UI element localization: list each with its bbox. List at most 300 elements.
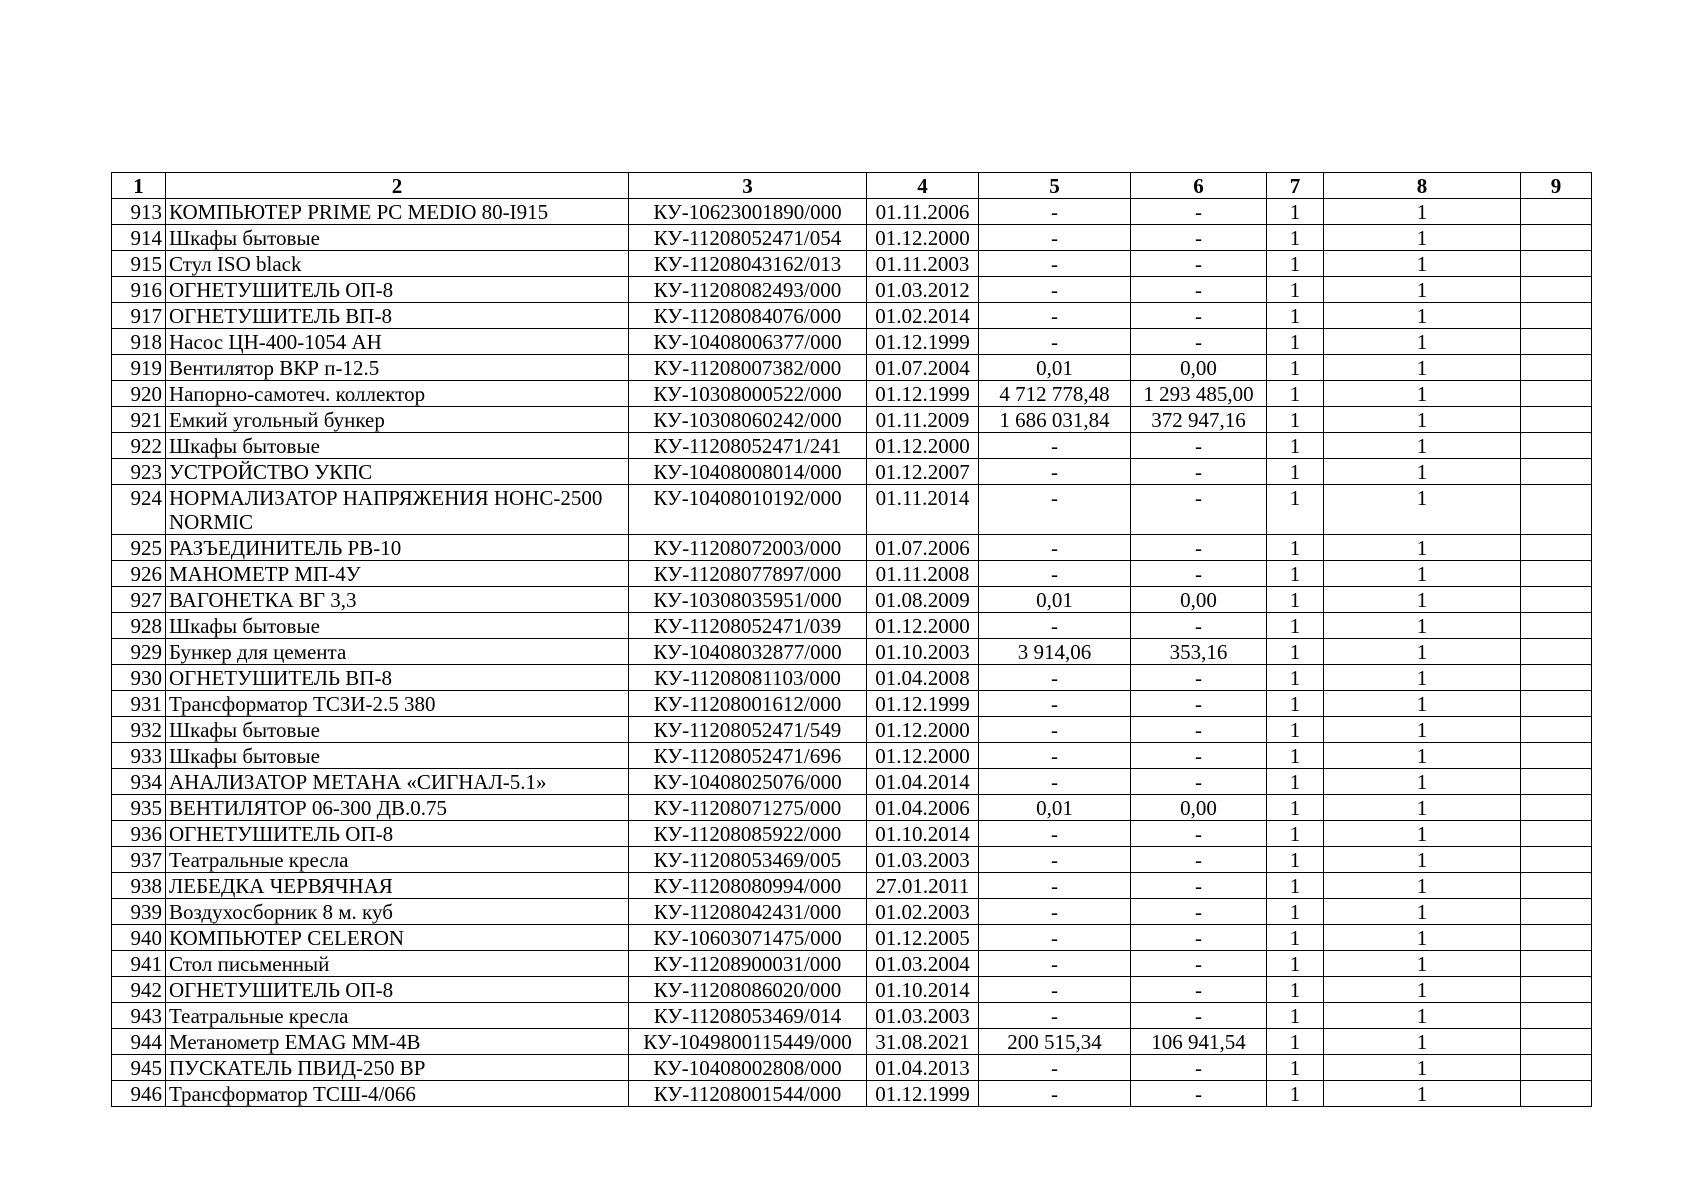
quantity-col7-cell: 1 <box>1267 225 1324 251</box>
quantity-col8-cell: 1 <box>1324 873 1521 899</box>
col9-cell <box>1521 821 1592 847</box>
quantity-col8-cell: 1 <box>1324 743 1521 769</box>
date-cell: 01.04.2008 <box>867 665 979 691</box>
item-name-cell: КОМПЬЮТЕР CELERON <box>166 925 629 951</box>
value-col5-cell: - <box>979 951 1131 977</box>
col9-cell <box>1521 277 1592 303</box>
col9-cell <box>1521 873 1592 899</box>
value-col6-cell: - <box>1131 329 1267 355</box>
value-col5-cell: - <box>979 1055 1131 1081</box>
value-col6-cell: - <box>1131 925 1267 951</box>
col9-cell <box>1521 535 1592 561</box>
item-name-cell: КОМПЬЮТЕР PRIME PC MEDIO 80-I915 <box>166 199 629 225</box>
quantity-col8-cell: 1 <box>1324 199 1521 225</box>
item-name-cell: АНАЛИЗАТОР МЕТАНА «СИГНАЛ-5.1» <box>166 769 629 795</box>
col9-cell <box>1521 251 1592 277</box>
quantity-col7-cell: 1 <box>1267 899 1324 925</box>
inventory-number-cell: КУ-11208081103/000 <box>629 665 867 691</box>
row-number-cell: 931 <box>112 691 166 717</box>
item-name-cell: ОГНЕТУШИТЕЛЬ ОП-8 <box>166 977 629 1003</box>
row-number-cell: 932 <box>112 717 166 743</box>
item-name-cell: ОГНЕТУШИТЕЛЬ ВП-8 <box>166 303 629 329</box>
value-col6-cell: - <box>1131 199 1267 225</box>
col9-cell <box>1521 1029 1592 1055</box>
quantity-col7-cell: 1 <box>1267 251 1324 277</box>
date-cell: 01.12.1999 <box>867 381 979 407</box>
inventory-number-cell: КУ-11208007382/000 <box>629 355 867 381</box>
col9-cell <box>1521 743 1592 769</box>
col9-cell <box>1521 381 1592 407</box>
table-row <box>112 459 1592 485</box>
inventory-number-cell: КУ-10623001890/000 <box>629 199 867 225</box>
column-header-5: 5 <box>979 173 1131 199</box>
value-col5-cell: 1 686 031,84 <box>979 407 1131 433</box>
value-col5-cell: - <box>979 485 1131 535</box>
col9-cell <box>1521 951 1592 977</box>
value-col6-cell: - <box>1131 433 1267 459</box>
quantity-col8-cell: 1 <box>1324 1081 1521 1107</box>
quantity-col7-cell: 1 <box>1267 639 1324 665</box>
quantity-col7-cell: 1 <box>1267 847 1324 873</box>
quantity-col8-cell: 1 <box>1324 587 1521 613</box>
row-number-cell: 942 <box>112 977 166 1003</box>
column-header-3: 3 <box>629 173 867 199</box>
date-cell: 01.12.2000 <box>867 717 979 743</box>
value-col6-cell: - <box>1131 821 1267 847</box>
col9-cell <box>1521 613 1592 639</box>
row-number-cell: 913 <box>112 199 166 225</box>
date-cell: 01.12.1999 <box>867 1081 979 1107</box>
inventory-number-cell: КУ-11208084076/000 <box>629 303 867 329</box>
date-cell: 01.03.2004 <box>867 951 979 977</box>
quantity-col8-cell: 1 <box>1324 639 1521 665</box>
col9-cell <box>1521 587 1592 613</box>
value-col6-cell: - <box>1131 251 1267 277</box>
value-col5-cell: - <box>979 847 1131 873</box>
table-row <box>112 303 1592 329</box>
value-col5-cell: - <box>979 613 1131 639</box>
date-cell: 01.11.2008 <box>867 561 979 587</box>
column-header-1: 1 <box>112 173 166 199</box>
value-col6-cell: 372 947,16 <box>1131 407 1267 433</box>
value-col6-cell: - <box>1131 535 1267 561</box>
column-header-2: 2 <box>166 173 629 199</box>
row-number-cell: 939 <box>112 899 166 925</box>
date-cell: 01.10.2003 <box>867 639 979 665</box>
item-name-cell: Трансформатор ТСШ-4/066 <box>166 1081 629 1107</box>
item-name-cell: Трансформатор ТСЗИ-2.5 380 <box>166 691 629 717</box>
date-cell: 01.12.1999 <box>867 691 979 717</box>
inventory-number-cell: КУ-10308060242/000 <box>629 407 867 433</box>
table-row <box>112 277 1592 303</box>
inventory-number-cell: КУ-11208052471/549 <box>629 717 867 743</box>
quantity-col7-cell: 1 <box>1267 535 1324 561</box>
row-number-cell: 946 <box>112 1081 166 1107</box>
col9-cell <box>1521 769 1592 795</box>
quantity-col8-cell: 1 <box>1324 691 1521 717</box>
value-col6-cell: - <box>1131 951 1267 977</box>
quantity-col7-cell: 1 <box>1267 1029 1324 1055</box>
quantity-col7-cell: 1 <box>1267 355 1324 381</box>
row-number-cell: 935 <box>112 795 166 821</box>
date-cell: 31.08.2021 <box>867 1029 979 1055</box>
value-col5-cell: - <box>979 1003 1131 1029</box>
quantity-col7-cell: 1 <box>1267 691 1324 717</box>
row-number-cell: 933 <box>112 743 166 769</box>
value-col5-cell: - <box>979 199 1131 225</box>
item-name-cell: Шкафы бытовые <box>166 717 629 743</box>
col9-cell <box>1521 407 1592 433</box>
row-number-cell: 922 <box>112 433 166 459</box>
value-col5-cell: 0,01 <box>979 587 1131 613</box>
date-cell: 01.12.2000 <box>867 743 979 769</box>
quantity-col7-cell: 1 <box>1267 769 1324 795</box>
col9-cell <box>1521 459 1592 485</box>
item-name-cell: НОРМАЛИЗАТОР НАПРЯЖЕНИЯ НОНС-2500 NORMIC <box>166 485 629 535</box>
table-row <box>112 381 1592 407</box>
value-col5-cell: - <box>979 251 1131 277</box>
quantity-col8-cell: 1 <box>1324 1029 1521 1055</box>
quantity-col7-cell: 1 <box>1267 795 1324 821</box>
item-name-cell: Бункер для цемента <box>166 639 629 665</box>
value-col6-cell: - <box>1131 899 1267 925</box>
quantity-col8-cell: 1 <box>1324 459 1521 485</box>
value-col5-cell: - <box>979 691 1131 717</box>
value-col5-cell: - <box>979 1081 1131 1107</box>
value-col5-cell: - <box>979 769 1131 795</box>
value-col5-cell: - <box>979 225 1131 251</box>
date-cell: 01.11.2006 <box>867 199 979 225</box>
quantity-col8-cell: 1 <box>1324 899 1521 925</box>
item-name-cell: Шкафы бытовые <box>166 613 629 639</box>
quantity-col8-cell: 1 <box>1324 355 1521 381</box>
value-col5-cell: 0,01 <box>979 795 1131 821</box>
row-number-cell: 921 <box>112 407 166 433</box>
inventory-number-cell: КУ-11208053469/014 <box>629 1003 867 1029</box>
value-col6-cell: 1 293 485,00 <box>1131 381 1267 407</box>
inventory-number-cell: КУ-11208072003/000 <box>629 535 867 561</box>
row-number-cell: 925 <box>112 535 166 561</box>
col9-cell <box>1521 691 1592 717</box>
inventory-number-cell: КУ-10408008014/000 <box>629 459 867 485</box>
value-col6-cell: - <box>1131 717 1267 743</box>
column-header-8: 8 <box>1324 173 1521 199</box>
inventory-number-cell: КУ-10408002808/000 <box>629 1055 867 1081</box>
date-cell: 01.03.2003 <box>867 1003 979 1029</box>
inventory-number-cell: КУ-10603071475/000 <box>629 925 867 951</box>
value-col5-cell: - <box>979 925 1131 951</box>
quantity-col7-cell: 1 <box>1267 1003 1324 1029</box>
column-header-4: 4 <box>867 173 979 199</box>
quantity-col7-cell: 1 <box>1267 277 1324 303</box>
date-cell: 27.01.2011 <box>867 873 979 899</box>
item-name-cell: Емкий угольный бункер <box>166 407 629 433</box>
date-cell: 01.10.2014 <box>867 821 979 847</box>
item-name-cell: Шкафы бытовые <box>166 433 629 459</box>
column-header-7: 7 <box>1267 173 1324 199</box>
value-col6-cell: - <box>1131 665 1267 691</box>
inventory-number-cell: КУ-1049800115449/000 <box>629 1029 867 1055</box>
date-cell: 01.04.2013 <box>867 1055 979 1081</box>
value-col6-cell: - <box>1131 847 1267 873</box>
row-number-cell: 915 <box>112 251 166 277</box>
item-name-cell: ВАГОНЕТКА ВГ 3,3 <box>166 587 629 613</box>
col9-cell <box>1521 303 1592 329</box>
row-number-cell: 918 <box>112 329 166 355</box>
quantity-col7-cell: 1 <box>1267 977 1324 1003</box>
quantity-col8-cell: 1 <box>1324 821 1521 847</box>
item-name-cell: ЛЕБЕДКА ЧЕРВЯЧНАЯ <box>166 873 629 899</box>
inventory-number-cell: КУ-11208900031/000 <box>629 951 867 977</box>
quantity-col7-cell: 1 <box>1267 821 1324 847</box>
value-col5-cell: 0,01 <box>979 355 1131 381</box>
quantity-col8-cell: 1 <box>1324 407 1521 433</box>
quantity-col8-cell: 1 <box>1324 485 1521 535</box>
inventory-table <box>111 172 1592 1107</box>
table-row <box>112 821 1592 847</box>
row-number-cell: 944 <box>112 1029 166 1055</box>
col9-cell <box>1521 561 1592 587</box>
inventory-number-cell: КУ-11208053469/005 <box>629 847 867 873</box>
quantity-col8-cell: 1 <box>1324 977 1521 1003</box>
item-name-cell: Стул ISO black <box>166 251 629 277</box>
date-cell: 01.03.2003 <box>867 847 979 873</box>
col9-cell <box>1521 847 1592 873</box>
col9-cell <box>1521 225 1592 251</box>
value-col5-cell: - <box>979 277 1131 303</box>
col9-cell <box>1521 199 1592 225</box>
table-row <box>112 795 1592 821</box>
value-col5-cell: - <box>979 535 1131 561</box>
value-col5-cell: - <box>979 329 1131 355</box>
value-col6-cell: - <box>1131 873 1267 899</box>
inventory-number-cell: КУ-10408025076/000 <box>629 769 867 795</box>
quantity-col8-cell: 1 <box>1324 329 1521 355</box>
row-number-cell: 940 <box>112 925 166 951</box>
table-row <box>112 199 1592 225</box>
col9-cell <box>1521 1081 1592 1107</box>
date-cell: 01.04.2006 <box>867 795 979 821</box>
row-number-cell: 936 <box>112 821 166 847</box>
date-cell: 01.07.2006 <box>867 535 979 561</box>
table-row <box>112 665 1592 691</box>
col9-cell <box>1521 795 1592 821</box>
row-number-cell: 916 <box>112 277 166 303</box>
row-number-cell: 941 <box>112 951 166 977</box>
quantity-col8-cell: 1 <box>1324 225 1521 251</box>
value-col6-cell: - <box>1131 769 1267 795</box>
quantity-col8-cell: 1 <box>1324 251 1521 277</box>
quantity-col8-cell: 1 <box>1324 925 1521 951</box>
quantity-col7-cell: 1 <box>1267 485 1324 535</box>
value-col5-cell: - <box>979 821 1131 847</box>
value-col6-cell: - <box>1131 459 1267 485</box>
date-cell: 01.12.2000 <box>867 225 979 251</box>
item-name-cell: Воздухосборник 8 м. куб <box>166 899 629 925</box>
quantity-col8-cell: 1 <box>1324 535 1521 561</box>
item-name-cell: ОГНЕТУШИТЕЛЬ ОП-8 <box>166 821 629 847</box>
value-col5-cell: 4 712 778,48 <box>979 381 1131 407</box>
value-col5-cell: - <box>979 977 1131 1003</box>
item-name-cell: Насос ЦН-400-1054 АН <box>166 329 629 355</box>
quantity-col7-cell: 1 <box>1267 1081 1324 1107</box>
row-number-cell: 919 <box>112 355 166 381</box>
table-row <box>112 1003 1592 1029</box>
quantity-col8-cell: 1 <box>1324 561 1521 587</box>
quantity-col8-cell: 1 <box>1324 381 1521 407</box>
value-col5-cell: - <box>979 433 1131 459</box>
value-col6-cell: - <box>1131 977 1267 1003</box>
value-col6-cell: - <box>1131 277 1267 303</box>
col9-cell <box>1521 977 1592 1003</box>
inventory-number-cell: КУ-10308000522/000 <box>629 381 867 407</box>
date-cell: 01.07.2004 <box>867 355 979 381</box>
column-header-9: 9 <box>1521 173 1592 199</box>
value-col5-cell: - <box>979 303 1131 329</box>
table-row <box>112 587 1592 613</box>
table-row <box>112 355 1592 381</box>
quantity-col8-cell: 1 <box>1324 717 1521 743</box>
table-row <box>112 535 1592 561</box>
table-row <box>112 691 1592 717</box>
quantity-col7-cell: 1 <box>1267 1055 1324 1081</box>
value-col5-cell: - <box>979 561 1131 587</box>
item-name-cell: Шкафы бытовые <box>166 225 629 251</box>
col9-cell <box>1521 355 1592 381</box>
inventory-number-cell: КУ-11208052471/696 <box>629 743 867 769</box>
date-cell: 01.12.2007 <box>867 459 979 485</box>
col9-cell <box>1521 485 1592 535</box>
value-col6-cell: 0,00 <box>1131 355 1267 381</box>
quantity-col7-cell: 1 <box>1267 561 1324 587</box>
inventory-number-cell: КУ-11208001612/000 <box>629 691 867 717</box>
quantity-col7-cell: 1 <box>1267 951 1324 977</box>
quantity-col7-cell: 1 <box>1267 407 1324 433</box>
inventory-number-cell: КУ-11208001544/000 <box>629 1081 867 1107</box>
date-cell: 01.12.2000 <box>867 613 979 639</box>
quantity-col7-cell: 1 <box>1267 433 1324 459</box>
table-row <box>112 717 1592 743</box>
quantity-col8-cell: 1 <box>1324 433 1521 459</box>
value-col5-cell: - <box>979 873 1131 899</box>
quantity-col8-cell: 1 <box>1324 1055 1521 1081</box>
inventory-number-cell: КУ-11208080994/000 <box>629 873 867 899</box>
value-col5-cell: - <box>979 665 1131 691</box>
row-number-cell: 930 <box>112 665 166 691</box>
value-col6-cell: - <box>1131 1003 1267 1029</box>
item-name-cell: Стол письменный <box>166 951 629 977</box>
date-cell: 01.12.2000 <box>867 433 979 459</box>
value-col6-cell: - <box>1131 691 1267 717</box>
table-row <box>112 225 1592 251</box>
quantity-col8-cell: 1 <box>1324 951 1521 977</box>
table-row <box>112 899 1592 925</box>
quantity-col7-cell: 1 <box>1267 587 1324 613</box>
table-row <box>112 1055 1592 1081</box>
quantity-col7-cell: 1 <box>1267 743 1324 769</box>
row-number-cell: 917 <box>112 303 166 329</box>
table-body <box>112 199 1592 1107</box>
value-col6-cell: - <box>1131 743 1267 769</box>
value-col5-cell: - <box>979 743 1131 769</box>
item-name-cell: РАЗЪЕДИНИТЕЛЬ РВ-10 <box>166 535 629 561</box>
row-number-cell: 914 <box>112 225 166 251</box>
col9-cell <box>1521 717 1592 743</box>
row-number-cell: 920 <box>112 381 166 407</box>
inventory-number-cell: КУ-10308035951/000 <box>629 587 867 613</box>
value-col6-cell: 353,16 <box>1131 639 1267 665</box>
quantity-col8-cell: 1 <box>1324 303 1521 329</box>
table-row <box>112 847 1592 873</box>
row-number-cell: 927 <box>112 587 166 613</box>
row-number-cell: 923 <box>112 459 166 485</box>
table-row <box>112 639 1592 665</box>
quantity-col7-cell: 1 <box>1267 199 1324 225</box>
quantity-col8-cell: 1 <box>1324 277 1521 303</box>
value-col5-cell: - <box>979 717 1131 743</box>
item-name-cell: Метанометр EMAG MM-4B <box>166 1029 629 1055</box>
row-number-cell: 934 <box>112 769 166 795</box>
inventory-number-cell: КУ-11208052471/054 <box>629 225 867 251</box>
table-row <box>112 433 1592 459</box>
quantity-col7-cell: 1 <box>1267 873 1324 899</box>
date-cell: 01.02.2014 <box>867 303 979 329</box>
item-name-cell: МАНОМЕТР МП-4У <box>166 561 629 587</box>
col9-cell <box>1521 925 1592 951</box>
col9-cell <box>1521 1003 1592 1029</box>
table-row <box>112 613 1592 639</box>
table-row <box>112 329 1592 355</box>
value-col6-cell: - <box>1131 1081 1267 1107</box>
header-row <box>112 173 1592 199</box>
quantity-col7-cell: 1 <box>1267 717 1324 743</box>
col9-cell <box>1521 639 1592 665</box>
table-row <box>112 743 1592 769</box>
quantity-col7-cell: 1 <box>1267 381 1324 407</box>
value-col6-cell: - <box>1131 561 1267 587</box>
row-number-cell: 926 <box>112 561 166 587</box>
quantity-col8-cell: 1 <box>1324 1003 1521 1029</box>
table-row <box>112 485 1592 535</box>
value-col5-cell: - <box>979 899 1131 925</box>
value-col6-cell: - <box>1131 303 1267 329</box>
inventory-number-cell: КУ-11208071275/000 <box>629 795 867 821</box>
item-name-cell: УСТРОЙСТВО УКПС <box>166 459 629 485</box>
value-col5-cell: 200 515,34 <box>979 1029 1131 1055</box>
date-cell: 01.11.2014 <box>867 485 979 535</box>
row-number-cell: 945 <box>112 1055 166 1081</box>
quantity-col8-cell: 1 <box>1324 665 1521 691</box>
value-col6-cell: 0,00 <box>1131 587 1267 613</box>
date-cell: 01.03.2012 <box>867 277 979 303</box>
table-row <box>112 977 1592 1003</box>
quantity-col7-cell: 1 <box>1267 613 1324 639</box>
date-cell: 01.12.1999 <box>867 329 979 355</box>
quantity-col8-cell: 1 <box>1324 847 1521 873</box>
table-row <box>112 1081 1592 1107</box>
date-cell: 01.10.2014 <box>867 977 979 1003</box>
row-number-cell: 929 <box>112 639 166 665</box>
item-name-cell: ОГНЕТУШИТЕЛЬ ВП-8 <box>166 665 629 691</box>
quantity-col8-cell: 1 <box>1324 795 1521 821</box>
quantity-col8-cell: 1 <box>1324 769 1521 795</box>
col9-cell <box>1521 899 1592 925</box>
item-name-cell: Напорно-самотеч. коллектор <box>166 381 629 407</box>
date-cell: 01.04.2014 <box>867 769 979 795</box>
value-col5-cell: 3 914,06 <box>979 639 1131 665</box>
table-row <box>112 925 1592 951</box>
item-name-cell: Театральные кресла <box>166 847 629 873</box>
